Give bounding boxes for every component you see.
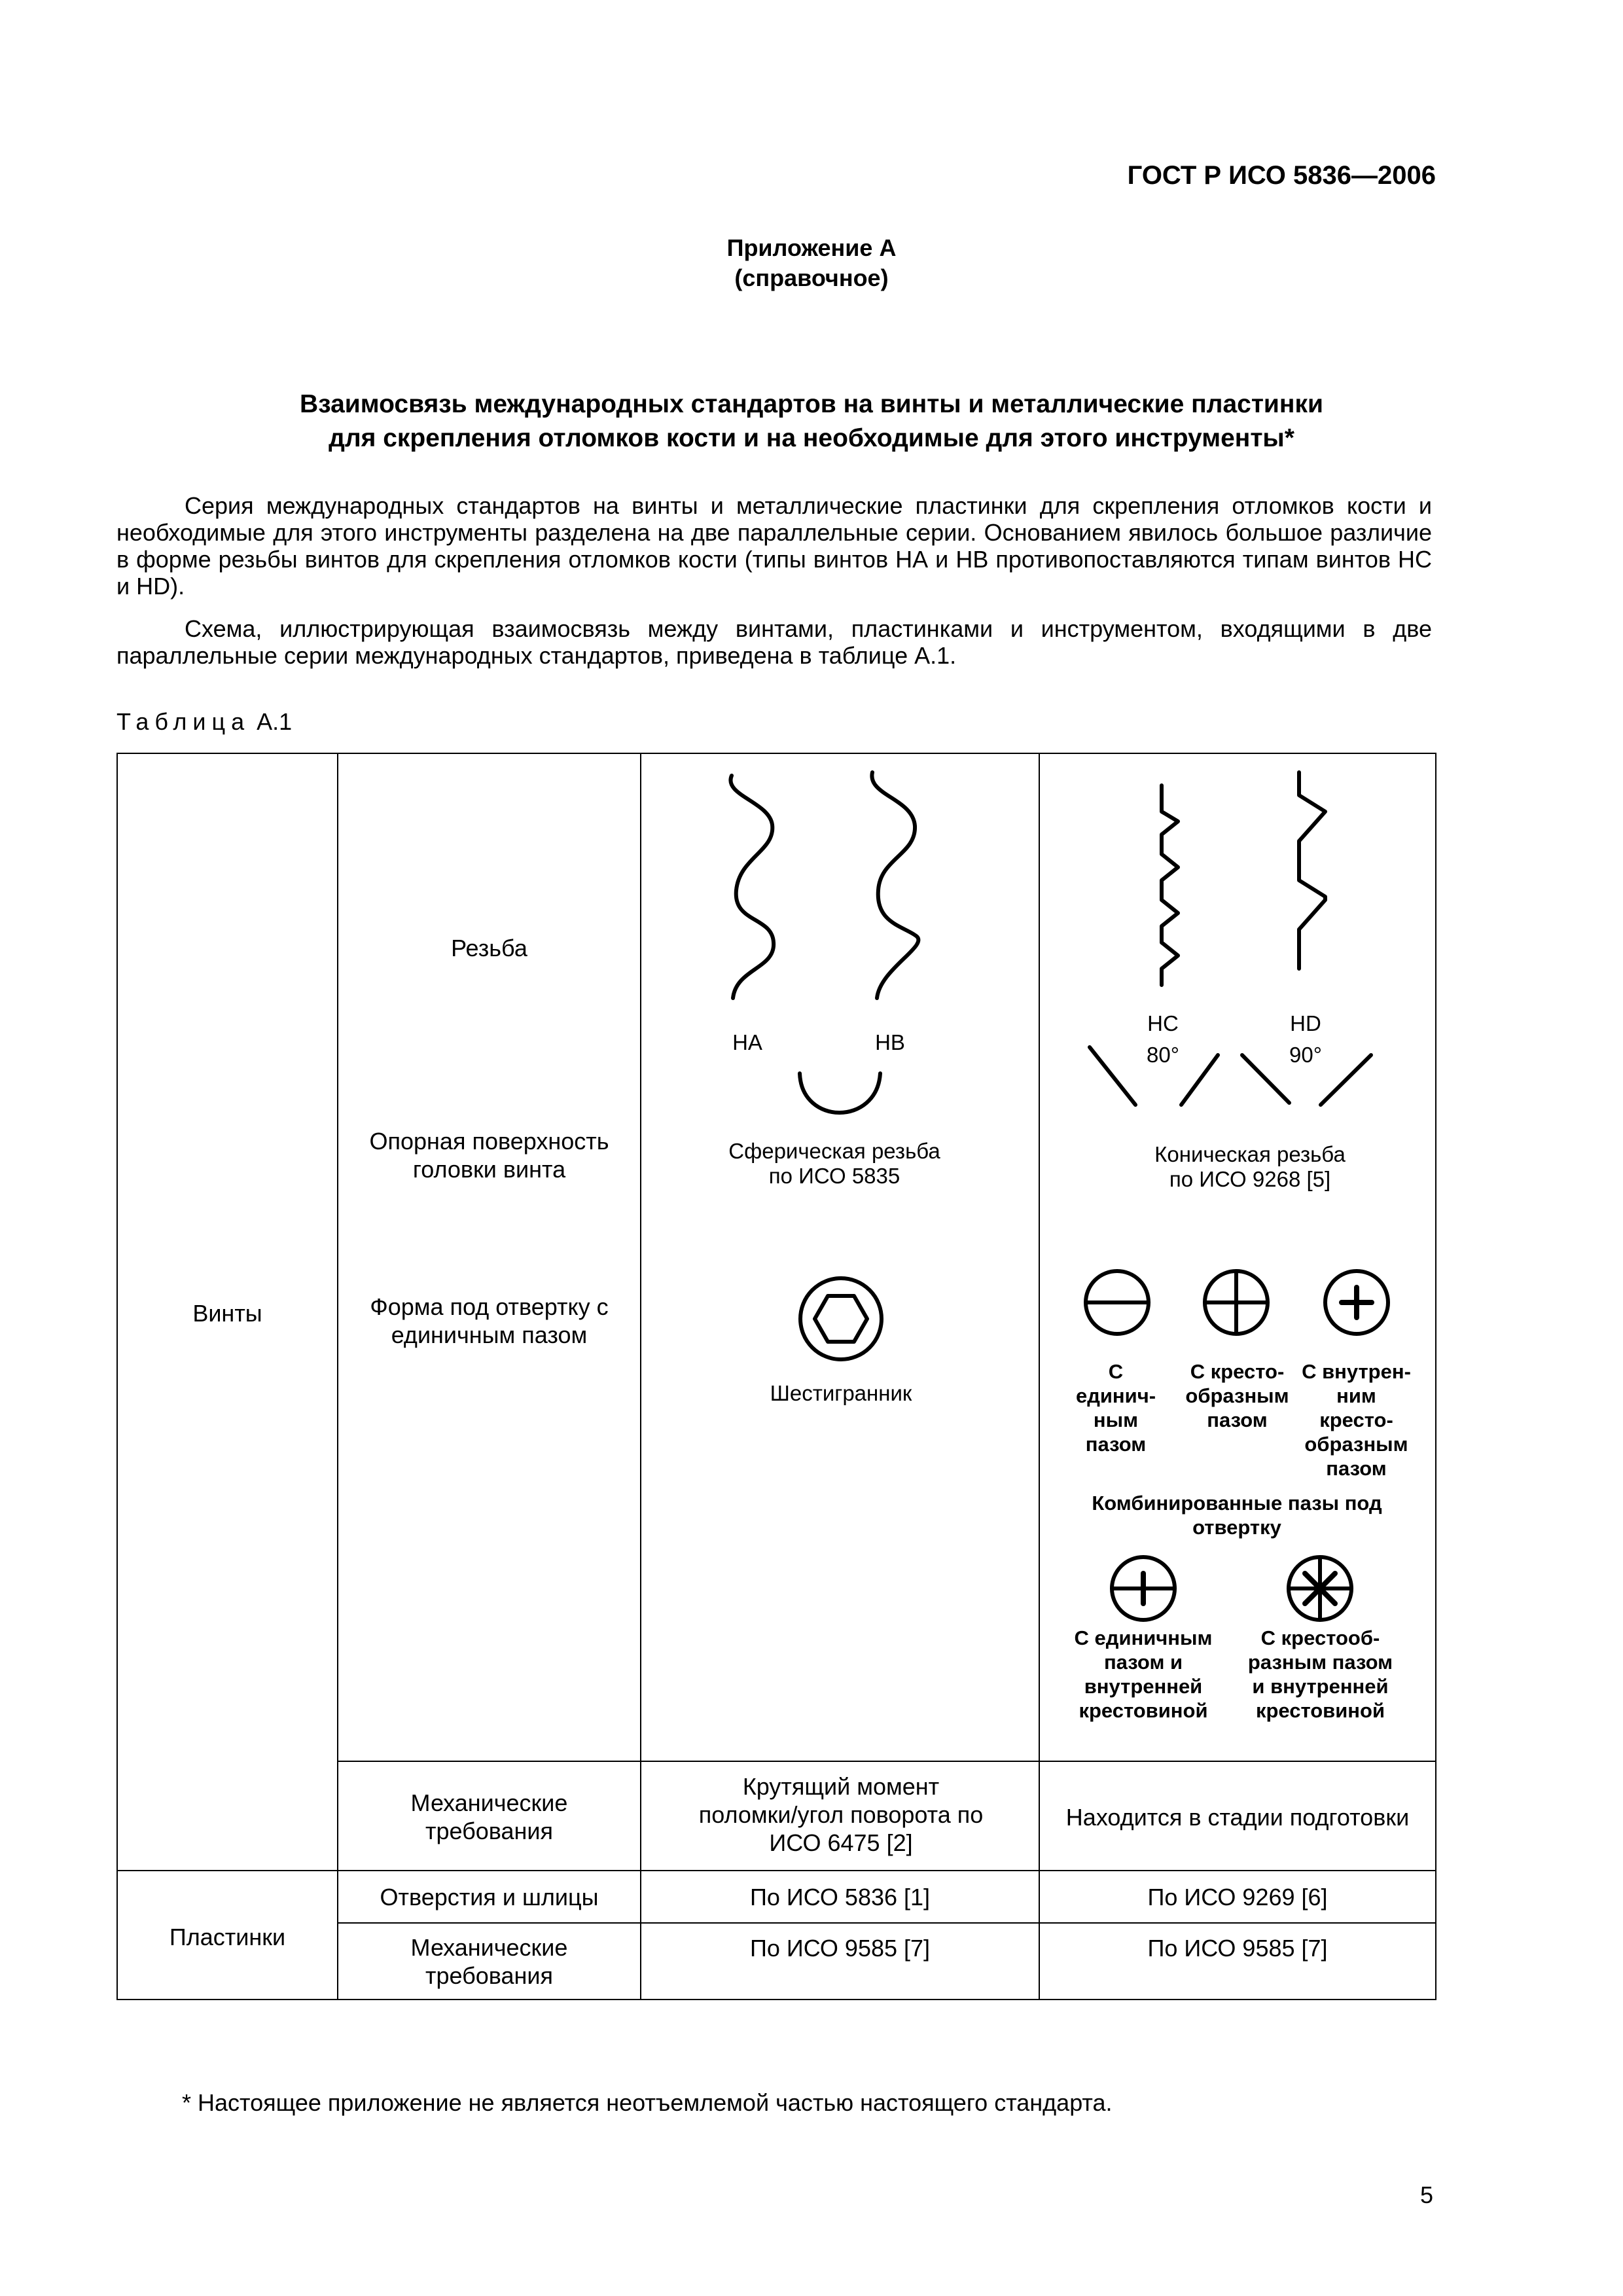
internal-cross-slot-label: С внутрен- ним кресто- образным пазом — [1302, 1360, 1411, 1480]
thread-hc-label: НС — [1147, 1011, 1179, 1035]
row-bearing-label: Опорная поверхность головки винта — [369, 1128, 609, 1183]
angle-hd-label: 90° — [1289, 1043, 1322, 1067]
paragraph-2: Схема, иллюстрирующая взаимосвязь между винтами, пластинками и инструментом, входящими в две параллельные серии международных стандартов, приведена в таблице А.1. — [116, 615, 1432, 669]
thread-ha-label: НА — [732, 1030, 762, 1054]
combined-single-internal-label: С единичным пазом и внутренней крестовиной — [1074, 1626, 1213, 1722]
holes-left: По ИСО 5836 [1] — [749, 1884, 931, 1910]
thread-ha-icon — [730, 776, 774, 998]
single-slot-icon — [1086, 1271, 1149, 1334]
plate-mech-right: По ИСО 9585 [7] — [1147, 1935, 1328, 1962]
single-slot-label: С единич- ным пазом — [1075, 1360, 1156, 1456]
mech-req-left: Крутящий момент поломки/угол поворота по ИСО 6475 [2] — [698, 1773, 984, 1856]
conical-thread-text: Коническая резьба по ИСО 9268 [5] — [1154, 1142, 1346, 1191]
cross-slot-label: С кресто- образным пазом — [1185, 1360, 1289, 1431]
holes-right: По ИСО 9269 [6] — [1147, 1884, 1328, 1910]
spherical-thread-text: Сферическая резьба по ИСО 5835 — [728, 1139, 940, 1188]
internal-cross-slot-icon — [1325, 1271, 1388, 1334]
row-driver-label: Форма под отвертку с единичным пазом — [370, 1293, 609, 1348]
group-plates-label: Пластинки — [169, 1924, 286, 1950]
document-code: ГОСТ Р ИСО 5836—2006 — [1127, 161, 1436, 190]
thread-hd-icon — [1299, 772, 1325, 969]
hex-socket-icon — [800, 1278, 882, 1359]
row-plate-mech-label: Механические требования — [410, 1934, 568, 1989]
appendix-type: (справочное) — [734, 264, 889, 291]
combined-slots-title: Комбинированные пазы под отвертку — [1092, 1492, 1382, 1539]
spherical-bearing-icon — [800, 1073, 880, 1113]
thread-hb-icon — [872, 772, 918, 998]
footnote: * Настоящее приложение не является неотъемлемой частью настоящего стандарта. — [182, 2089, 1113, 2116]
row-holes-label: Отверстия и шлицы — [380, 1884, 599, 1910]
row-thread-label: Резьба — [451, 935, 527, 961]
combined-slot-internal-cross-icon — [1112, 1557, 1175, 1620]
thread-hd-label: HD — [1290, 1011, 1321, 1035]
page-number: 5 — [1419, 2181, 1433, 2208]
combined-cross-internal-label: С крестооб- разным пазом и внутренней крестовиной — [1247, 1626, 1393, 1722]
combined-cross-internal-cross-icon — [1289, 1557, 1351, 1620]
angle-hc-label: 80° — [1147, 1043, 1179, 1067]
thread-hb-label: НВ — [875, 1030, 905, 1054]
group-screws-label: Винты — [192, 1300, 262, 1327]
title-line-1: Взаимосвязь международных стандартов на винты и металлические пластинки — [300, 390, 1323, 418]
table-caption: Таблица А.1 — [116, 708, 293, 735]
title-line-2: для скрепления отломков кости и на необходимые для этого инструменты* — [329, 424, 1294, 452]
hex-socket-label: Шестигранник — [770, 1381, 912, 1405]
cross-slot-icon — [1205, 1271, 1268, 1334]
paragraph-1: Серия международных стандартов на винты и металлические пластинки для скрепления отломков кости и необходимые для этого инструменты разделена на две параллельные серии. Основанием явилось большое различие в форме резьбы винтов для скрепления отломков кости (типы винтов НА и НВ противопоставляются типам винтов НС и HD). — [116, 492, 1432, 600]
mech-req-right: Находится в стадии подготовки — [1065, 1804, 1410, 1831]
thread-hc-icon — [1162, 785, 1178, 985]
appendix-label: Приложение А — [726, 234, 897, 261]
row-mech-label: Механические требования — [410, 1789, 568, 1844]
plate-mech-left: По ИСО 9585 [7] — [749, 1935, 931, 1962]
